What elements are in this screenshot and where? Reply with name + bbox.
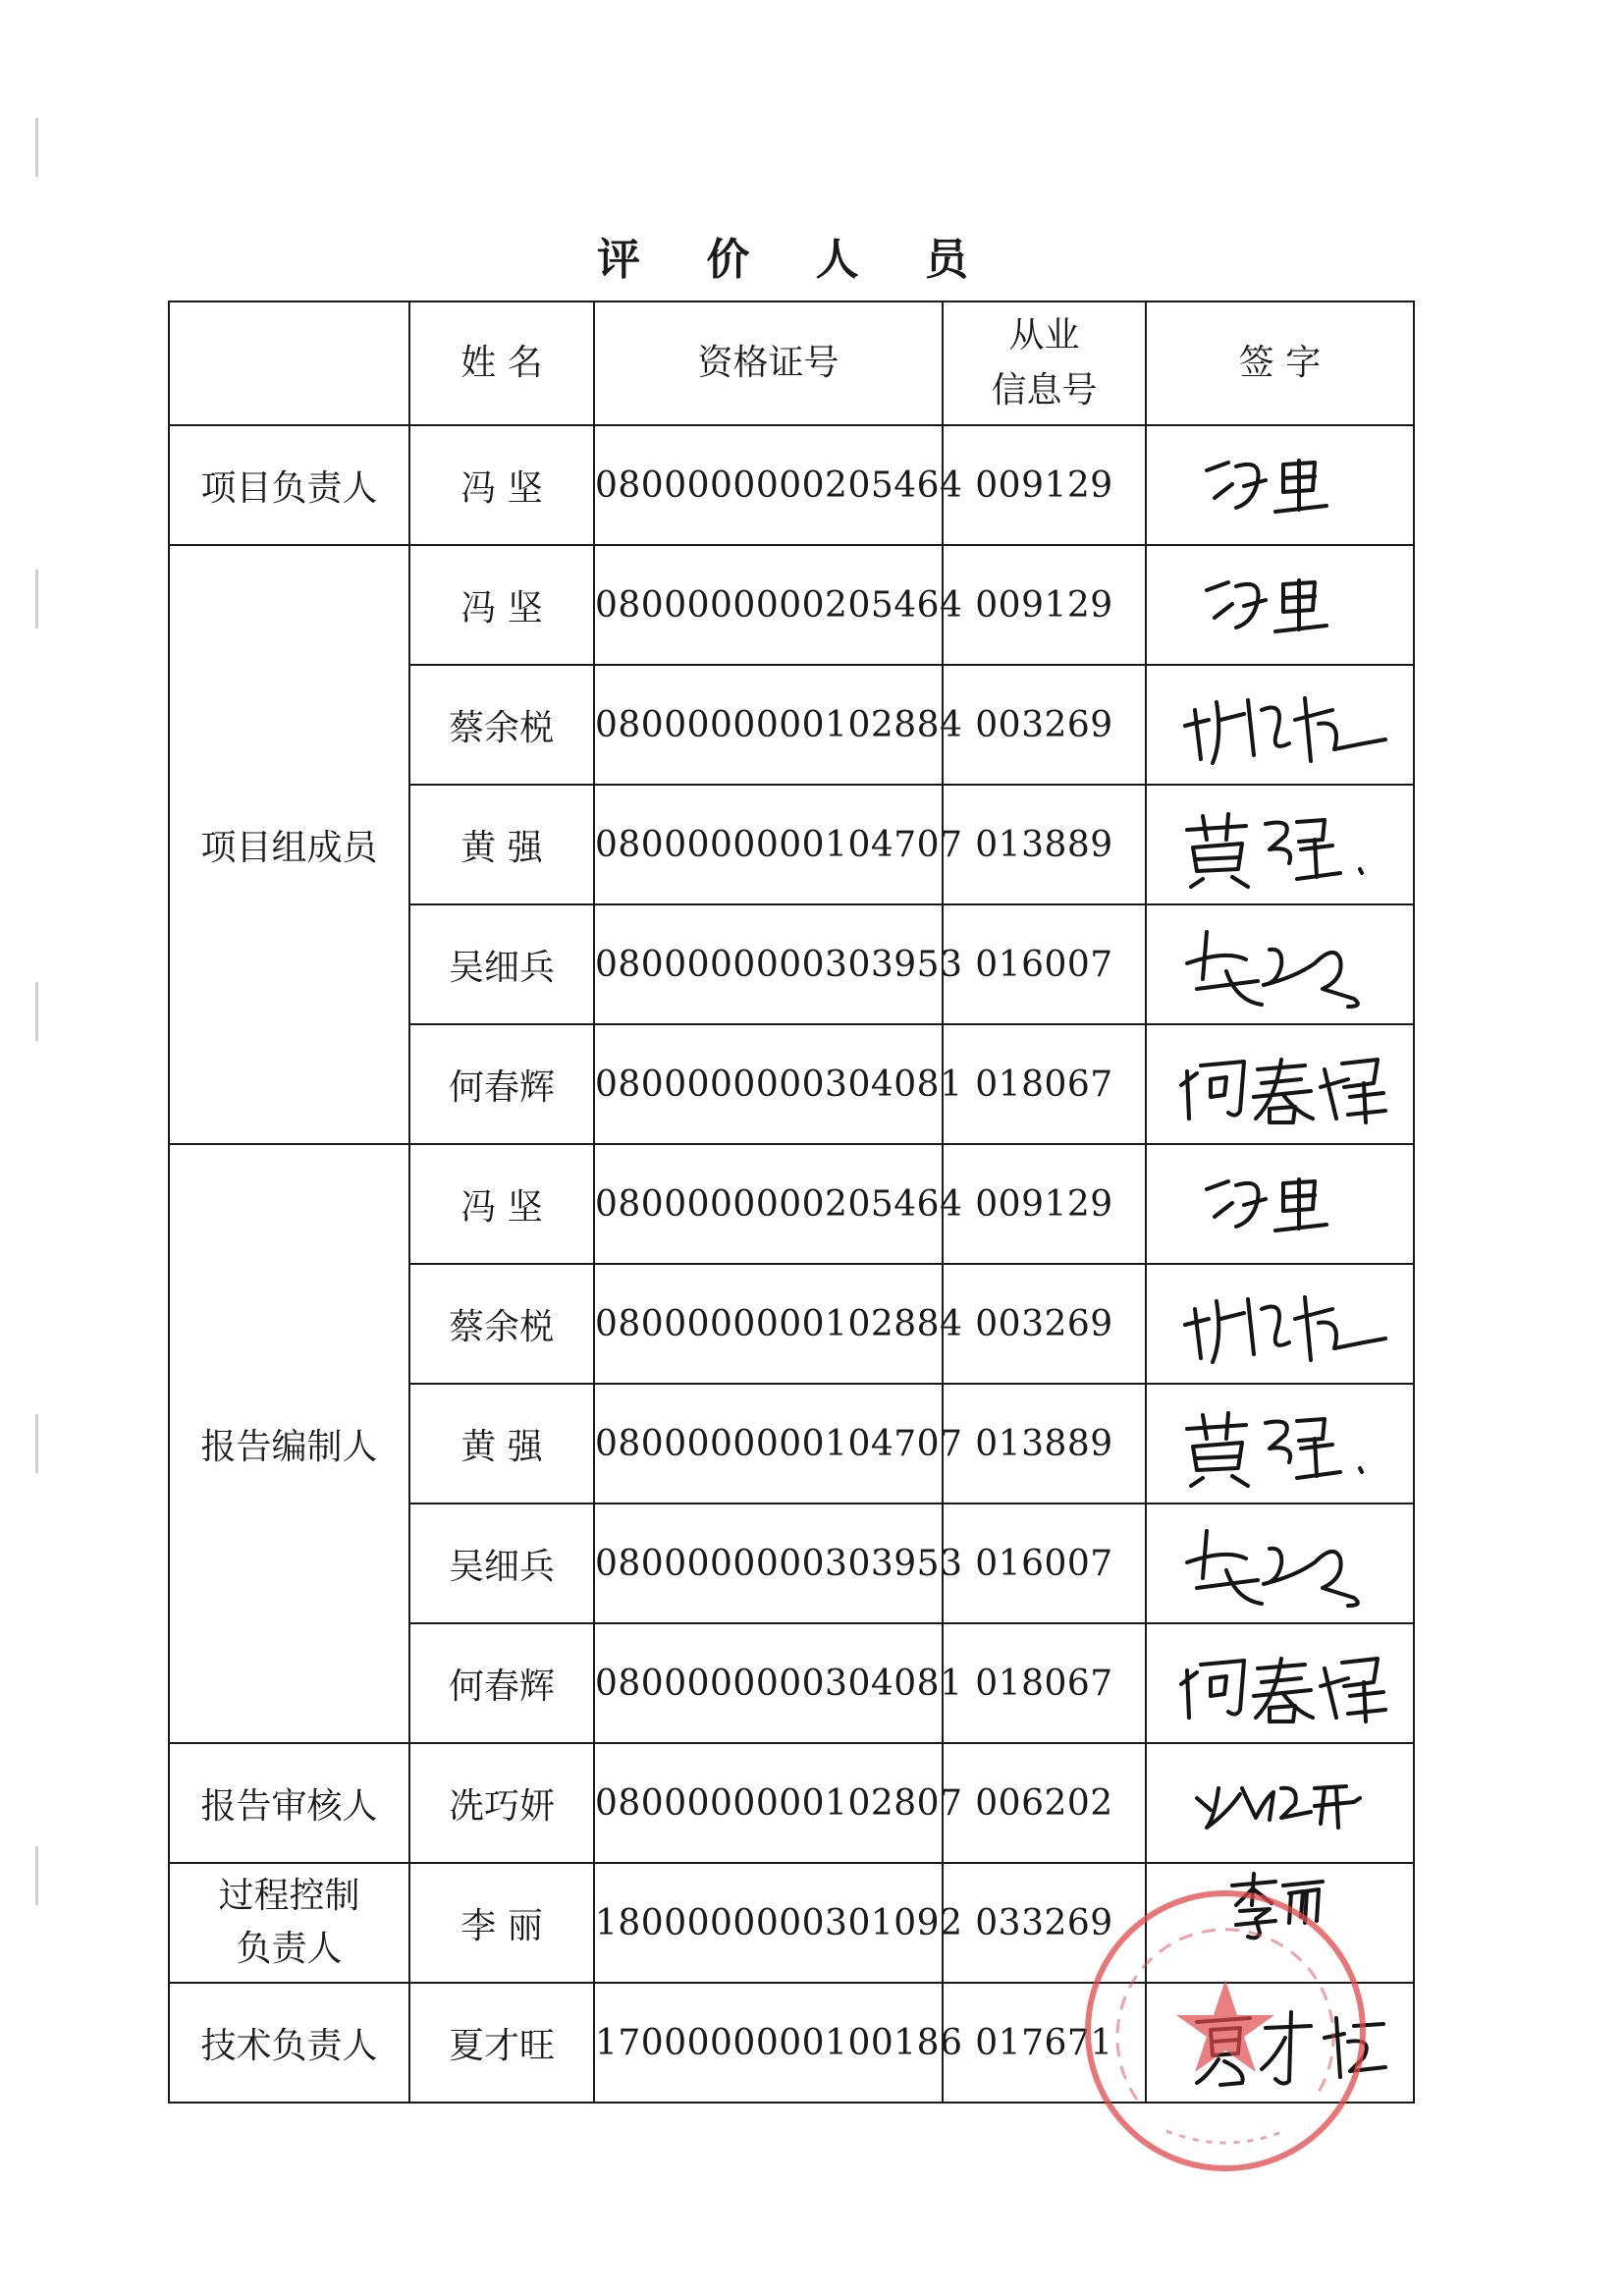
signature-cell: [1146, 1503, 1414, 1623]
signature-feng-jian: [1167, 561, 1393, 649]
info-cell: 006202: [943, 1743, 1146, 1863]
signature-wu-xibing: [1167, 920, 1393, 1009]
scan-edge-mark: [35, 982, 38, 1041]
role-cell: 报告审核人: [169, 1743, 409, 1863]
info-cell: 033269: [943, 1863, 1146, 1983]
table-row: [169, 1144, 1414, 1264]
header-signature: 签 字: [1146, 301, 1414, 425]
name-cell: 冯 坚: [409, 1144, 594, 1264]
name-cell: 何春辉: [409, 1024, 594, 1144]
info-cell: 009129: [943, 1144, 1146, 1264]
name-cell: 蔡余棁: [409, 665, 594, 785]
signature-cell: [1146, 1024, 1414, 1144]
signature-cell: [1146, 1623, 1414, 1743]
scan-edge-mark: [35, 1846, 38, 1905]
info-cell: 013889: [943, 785, 1146, 904]
info-cell: 016007: [943, 904, 1146, 1024]
cert-cell: 0800000000102807: [594, 1743, 943, 1863]
signature-cell: [1146, 1144, 1414, 1264]
role-cell: 报告编制人: [169, 1144, 409, 1743]
signature-li-li: [1167, 1866, 1393, 1954]
scan-edge-mark: [35, 1414, 38, 1473]
role-cell: [169, 1863, 409, 1983]
header-info-line2: 信息号: [991, 370, 1098, 410]
role-cell: 技术负责人: [169, 1983, 409, 2103]
info-cell: 009129: [943, 545, 1146, 665]
table-header-row: [169, 301, 1414, 425]
evaluator-table: [168, 301, 1415, 2104]
cert-cell: 0800000000104707: [594, 785, 943, 904]
signature-cell: [1146, 665, 1414, 785]
page-title: 评 价 人 员: [597, 235, 994, 285]
cert-cell: 0800000000303953: [594, 904, 943, 1024]
info-cell: 009129: [943, 425, 1146, 545]
info-cell: 017671: [943, 1983, 1146, 2103]
role-line2: 负责人: [236, 1929, 343, 1969]
header-name: 姓 名: [409, 301, 594, 425]
signature-cell: [1146, 1983, 1414, 2103]
name-cell: 黄 强: [409, 785, 594, 904]
name-cell: 何春辉: [409, 1623, 594, 1743]
cert-cell: 0800000000303953: [594, 1503, 943, 1623]
name-cell: 夏才旺: [409, 1983, 594, 2103]
cert-cell: 0800000000205464: [594, 425, 943, 545]
signature-cell: [1146, 1743, 1414, 1863]
name-cell: 吴细兵: [409, 1503, 594, 1623]
name-cell: 冯 坚: [409, 545, 594, 665]
cert-cell: 0800000000104707: [594, 1384, 943, 1503]
header-role: [169, 301, 409, 425]
cert-cell: 0800000000304081: [594, 1623, 943, 1743]
signature-cell: [1146, 1264, 1414, 1384]
cert-cell: 1700000000100186: [594, 1983, 943, 2103]
signature-cell: [1146, 1863, 1414, 1983]
header-info: [943, 301, 1146, 425]
signature-he-chunhui: [1167, 1639, 1393, 1727]
cert-cell: 0800000000205464: [594, 545, 943, 665]
signature-cell: [1146, 545, 1414, 665]
cert-cell: 1800000000301092: [594, 1863, 943, 1983]
name-cell: 吴细兵: [409, 904, 594, 1024]
signature-cai-yushui: [1167, 681, 1393, 769]
signature-feng-jian: [1167, 1160, 1393, 1248]
table-row: [169, 1863, 1414, 1983]
table-row: [169, 425, 1414, 545]
cert-cell: 0800000000102884: [594, 665, 943, 785]
info-cell: 003269: [943, 1264, 1146, 1384]
role-line1: 过程控制: [218, 1876, 360, 1916]
name-cell: 李 丽: [409, 1863, 594, 1983]
signature-huang-qiang: [1167, 800, 1393, 889]
info-cell: 003269: [943, 665, 1146, 785]
signature-feng-jian: [1167, 441, 1393, 529]
header-info-line1: 从业: [1008, 315, 1080, 355]
cert-cell: 0800000000102884: [594, 1264, 943, 1384]
name-cell: 冼巧妍: [409, 1743, 594, 1863]
header-cert: 资格证号: [594, 301, 943, 425]
signature-cai-yushui: [1167, 1280, 1393, 1368]
signature-he-chunhui: [1167, 1040, 1393, 1128]
signature-huang-qiang: [1167, 1399, 1393, 1488]
info-cell: 018067: [943, 1024, 1146, 1144]
cert-cell: 0800000000304081: [594, 1024, 943, 1144]
signature-cell: [1146, 1384, 1414, 1503]
name-cell: 蔡余棁: [409, 1264, 594, 1384]
signature-cell: [1146, 425, 1414, 545]
role-cell: 项目组成员: [169, 545, 409, 1144]
name-cell: 黄 强: [409, 1384, 594, 1503]
info-cell: 018067: [943, 1623, 1146, 1743]
signature-wu-xibing: [1167, 1519, 1393, 1608]
scan-edge-mark: [35, 570, 38, 629]
info-cell: 013889: [943, 1384, 1146, 1503]
table-row: [169, 1983, 1414, 2103]
signature-xian-qiaoyan: [1167, 1759, 1393, 1847]
info-cell: 016007: [943, 1503, 1146, 1623]
role-cell: 项目负责人: [169, 425, 409, 545]
scan-edge-mark: [35, 118, 38, 177]
table-row: [169, 545, 1414, 665]
signature-cell: [1146, 904, 1414, 1024]
signature-cell: [1146, 785, 1414, 904]
name-cell: 冯 坚: [409, 425, 594, 545]
signature-xia-caiwang: [1167, 1998, 1393, 2087]
table-row: [169, 1743, 1414, 1863]
cert-cell: 0800000000205464: [594, 1144, 943, 1264]
